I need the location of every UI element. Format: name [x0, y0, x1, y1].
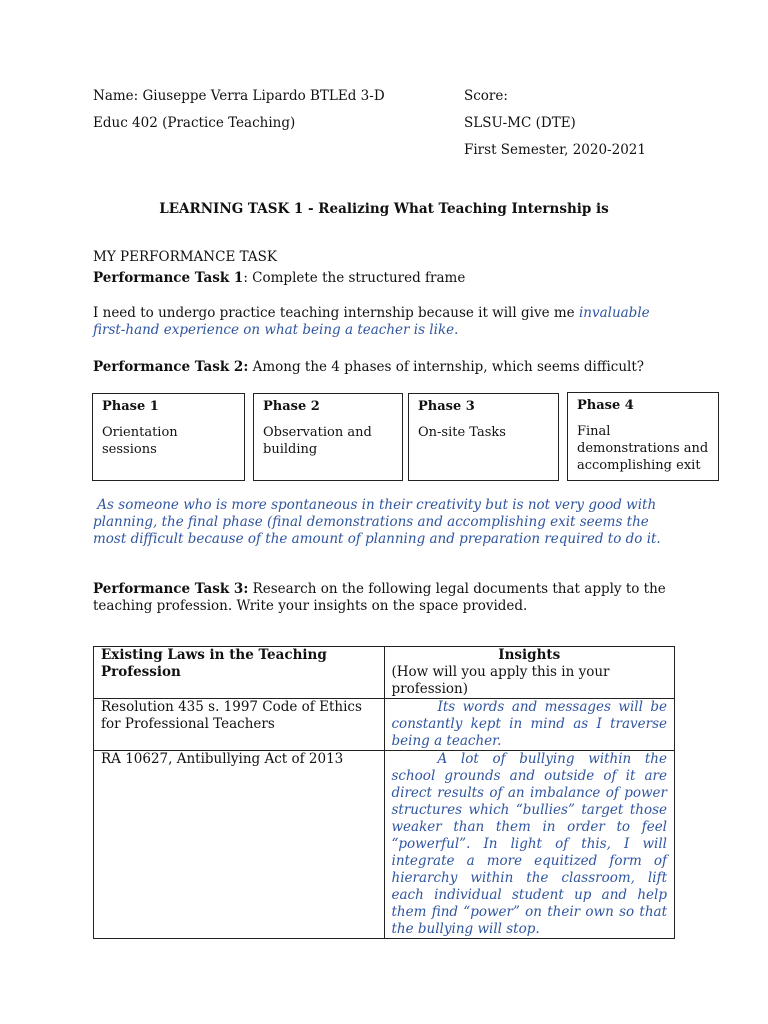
- task1-label: Performance Task 1: [93, 270, 244, 286]
- student-name-line: Name: Giuseppe Verra Lipardo BTLEd 3-D: [93, 88, 385, 104]
- laws-table-header-row: [94, 647, 675, 699]
- course-line: Educ 402 (Practice Teaching): [93, 115, 296, 131]
- task1-answer: invaluable first-hand experience on what being a teacher is like.: [93, 305, 650, 338]
- insight-cell: A lot of bullying within the school grounds and outside of it are direct results of an imbalance of power structures which “bullies” target those weaker than them in order to feel “powerful”. In light of this, I will integrate a more equitized form of hierarchy within the classroom, lift each individual student up and help them find “power” on their own so that the bullying will stop.: [384, 751, 675, 939]
- table-row: [94, 751, 675, 939]
- phase-box-2: [253, 393, 403, 481]
- insights-column-header: [384, 647, 675, 699]
- task1-sentence-start: I need to undergo practice teaching internship because it will give me: [93, 305, 579, 321]
- phase-4-text: Final demonstrations and accomplishing exit: [577, 424, 709, 473]
- task1-instruction: : Complete the structured frame: [243, 270, 466, 286]
- task1-answer-paragraph: [93, 305, 663, 339]
- task3-heading: [93, 581, 673, 615]
- task2-answer: As someone who is more spontaneous in their creativity but is not very good with planning, the final phase (final demonstrations and accomplishing exit seems the most difficult because of the amount of planning and preparation required to do it.: [93, 497, 661, 547]
- task2-label: Performance Task 2:: [93, 359, 249, 375]
- insight-cell: Its words and messages will be constantly kept in mind as I traverse being a teacher.: [384, 699, 675, 751]
- table-row: [94, 699, 675, 751]
- task2-heading: [93, 359, 644, 376]
- phase-box-1: [92, 393, 245, 481]
- task2-instruction: Among the 4 phases of internship, which seems difficult?: [248, 359, 645, 375]
- school-line: SLSU-MC (DTE): [464, 115, 576, 131]
- law-cell: RA 10627, Antibullying Act of 2013: [94, 751, 385, 939]
- task1-heading: [93, 270, 465, 287]
- phase-3-text: On-site Tasks: [418, 425, 506, 440]
- section-heading: MY PERFORMANCE TASK: [93, 249, 277, 265]
- law-cell: Resolution 435 s. 1997 Code of Ethics for Professional Teachers: [94, 699, 385, 751]
- score-label: Score:: [464, 88, 508, 104]
- task3-label: Performance Task 3:: [93, 581, 249, 597]
- phase-1-title: Phase 1: [102, 399, 159, 414]
- laws-column-header: Existing Laws in the Teaching Profession: [94, 647, 385, 699]
- phase-box-4: [567, 392, 719, 481]
- document-title: LEARNING TASK 1 - Realizing What Teaching Internship is: [159, 201, 609, 217]
- insights-header-subtitle: (How will you apply this in your profession): [391, 664, 610, 697]
- semester-line: First Semester, 2020-2021: [464, 142, 646, 158]
- phase-4-title: Phase 4: [577, 398, 634, 413]
- task3-instruction: Research on the following legal documents that apply to the teaching profession. Write your insights on the space provided.: [93, 581, 666, 614]
- phase-3-title: Phase 3: [418, 399, 475, 414]
- phase-2-title: Phase 2: [263, 399, 320, 414]
- insights-header-title: Insights: [498, 647, 561, 663]
- phase-1-text: Orientation sessions: [102, 425, 178, 457]
- laws-table: [93, 646, 675, 939]
- phase-box-3: [408, 393, 559, 481]
- phase-2-text: Observation and building: [263, 425, 372, 457]
